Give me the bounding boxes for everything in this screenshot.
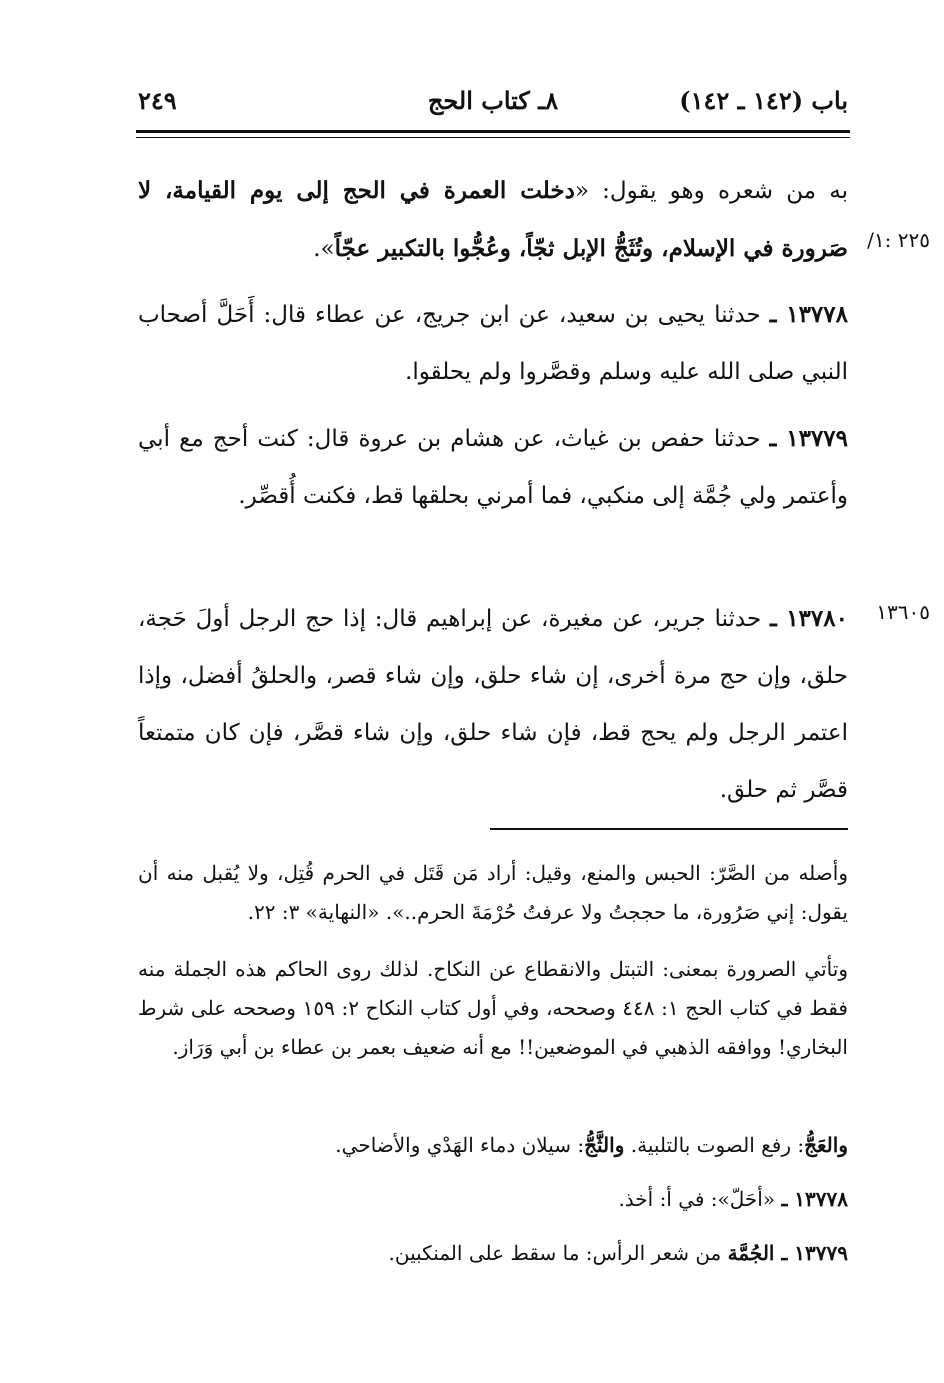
hadith-text: حدثنا حفص بن غياث، عن هشام بن عروة قال: كنت أحج مع أبي وأعتمر ولي جُمَّة إلى منكبي، فما أمرني بحلقها قط، فكنت أُقصِّر.: [138, 426, 848, 509]
footnote-number: ١٣٧٧٩ ـ الجُمَّة: [727, 1241, 848, 1265]
footnote-separator: [490, 828, 848, 830]
hadith-number: ١٣٧٧٩ ـ: [769, 425, 849, 452]
book-title: ٨ـ كتاب الحج: [427, 86, 559, 115]
chapter-heading: باب (١٤٢ ـ ١٤٢): [679, 86, 848, 115]
header-rule-thin: [136, 137, 850, 138]
footnote-number: ١٣٧٧٨ ـ: [781, 1187, 848, 1211]
footnote-term: والثَّجُّ: [584, 1133, 625, 1157]
running-header: [138, 86, 848, 126]
margin-reference: ١٣٦٠٥: [876, 600, 930, 624]
hadith-number: ١٣٧٧٨ ـ: [769, 301, 848, 328]
footnote: والعَجُّ: رفع الصوت بالتلبية. والثَّجُّ: سيلان دماء الهَدْي والأضاحي.: [335, 1133, 848, 1157]
header-rule: [136, 130, 850, 133]
footnote-term: والعَجُّ: [804, 1133, 848, 1157]
paragraph-continuation: [138, 162, 848, 278]
footnote: وأصله من الصَّرّ: الحبس والمنع، وقيل: أراد مَن قَتَل في الحرم قُتِل، ولا يُقبل منه أن يقول: إني صَرُورة، ما حججتُ ولا عرفتُ حُرْمَةَ الحرم..». «النهاية» ٣: ٢٢.: [138, 861, 848, 924]
footnote: ١٣٧٧٨ ـ «أحَلّ»: في أ: أخذ.: [618, 1187, 848, 1211]
hadith-text: حدثنا يحيى بن سعيد، عن ابن جريج، عن عطاء قال: أَحَلَّ أصحاب النبي صلى الله عليه وسلم وقصَّروا ولم يحلقوا.: [138, 302, 848, 385]
paragraph-text: ».: [313, 236, 335, 262]
hadith-13779: [138, 410, 848, 525]
hadith-text: حدثنا جرير، عن مغيرة، عن إبراهيم قال: إذا حج الرجل أولَ حَجة، حلق، وإن حج مرة أخرى، إن شاء حلق، وإن شاء قصر، والحلقُ أفضل، وإذا اعتمر الرجل ولم يحج قط، فإن شاء حلق، وإن شاء قصَّر، فإن كان متمتعاً قصَّر ثم حلق.: [138, 606, 848, 803]
footnote: ١٣٧٧٩ ـ الجُمَّة من شعر الرأس: ما سقط على المنكبين.: [388, 1241, 848, 1265]
paragraph-text: به من شعره وهو يقول: «: [574, 178, 848, 204]
margin-reference: ٢٢٥ :١/: [867, 228, 930, 252]
hadith-number: ١٣٧٨٠ ـ: [769, 605, 848, 632]
page-number: ٢٤٩: [138, 86, 177, 115]
footnote: وتأتي الصرورة بمعنى: التبتل والانقطاع عن النكاح. لذلك روى الحاكم هذه الجملة منه فقط في كتاب الحج ١: ٤٤٨ وصححه، وفي أول كتاب النكاح ٢: ١٥٩ وصححه على شرط البخاري! ووافقه الذهبي في الموضعين!! مع أنه ضعيف بعمر بن عطاء بن أبي وَرَاز.: [138, 957, 848, 1059]
quoted-hadith: دخلت العمرة في الحج إلى يوم القيامة، لا صَرورة في الإسلام، وتُثَجُّ الإبل ثجّاً، وعُجُّوا بالتكبير عجّاً: [138, 177, 848, 262]
hadith-13778: [138, 286, 848, 401]
hadith-13780: [138, 590, 848, 819]
